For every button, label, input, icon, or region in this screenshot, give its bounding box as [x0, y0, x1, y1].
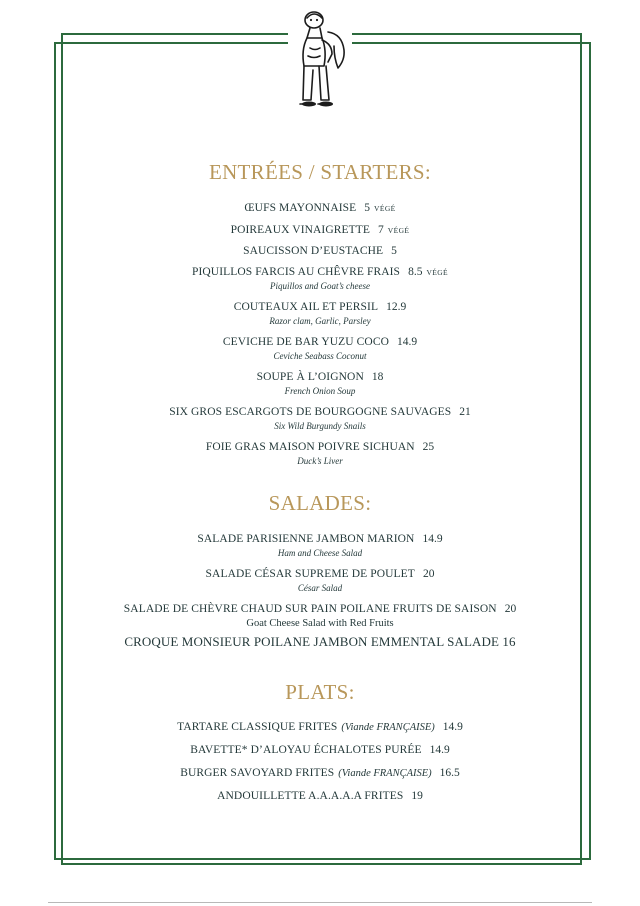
menu-item: FOIE GRAS MAISON POIVRE SICHUAN 25 Duck’s Liver: [0, 437, 640, 466]
section-title-entrees: ENTRÉES / STARTERS:: [208, 160, 432, 184]
item-description: Six Wild Burgundy Snails: [274, 421, 366, 431]
menu-item: SOUPE À L’OIGNON 18 French Onion Soup: [0, 367, 640, 396]
menu-item: SIX GROS ESCARGOTS DE BOURGOGNE SAUVAGES 21 Six Wild Burgundy Snails: [0, 402, 640, 431]
section-title-salades: SALADES:: [268, 491, 372, 515]
menu-item: PIQUILLOS FARCIS AU CHÊVRE FRAIS 8.5 VÉGÉ Piquillos and Goat’s cheese: [0, 262, 640, 291]
item-description: Goat Cheese Salad with Red Fruits: [246, 618, 394, 629]
menu-item: SAUCISSON D’EUSTACHE 5: [243, 245, 397, 257]
menu-item: CEVICHE DE BAR YUZU COCO 14.9 Ceviche Seabass Coconut: [0, 332, 640, 361]
item-description: Razor clam, Garlic, Parsley: [269, 316, 371, 326]
item-description: Ceviche Seabass Coconut: [273, 351, 367, 361]
menu-item: TARTARE CLASSIQUE FRITES (Viande FRANÇAISE) 14.9: [177, 721, 463, 733]
item-description: Piquillos and Goat’s cheese: [269, 281, 371, 291]
item-description: French Onion Soup: [284, 386, 356, 396]
chef-illustration-icon: [288, 8, 352, 114]
item-description: Ham and Cheese Salad: [277, 548, 363, 558]
menu-item: COUTEAUX AIL ET PERSIL 12.9 Razor clam, Garlic, Parsley: [0, 297, 640, 326]
item-description: Duck’s Liver: [297, 456, 343, 466]
menu-item: SALADE DE CHÈVRE CHAUD SUR PAIN POILANE FRUITS DE SAISON 20 Goat Cheese Salad with Red Fruits: [0, 599, 640, 629]
menu-item: POIREAUX VINAIGRETTE 7 VÉGÉ: [230, 224, 410, 236]
menu-item: CROQUE MONSIEUR POILANE JAMBON EMMENTAL SALADE 16: [124, 634, 516, 649]
menu-item: ANDOUILLETTE A.A.A.A.A FRITES 19: [217, 790, 423, 802]
menu-item: SALADE CÉSAR SUPREME DE POULET 20 César Salad: [0, 564, 640, 593]
menu-item: ŒUFS MAYONNAISE 5 VÉGÉ: [244, 202, 396, 214]
section-title-plats: PLATS:: [285, 680, 355, 704]
menu-item: SALADE PARISIENNE JAMBON MARION 14.9 Ham and Cheese Salad: [0, 529, 640, 558]
menu-item: BURGER SAVOYARD FRITES (Viande FRANÇAISE) 16.5: [180, 767, 460, 779]
menu-item: BAVETTE* D’ALOYAU ÉCHALOTES PURÉE 14.9: [190, 744, 450, 756]
item-description: César Salad: [297, 583, 343, 593]
page-bottom-rule: [48, 902, 592, 903]
